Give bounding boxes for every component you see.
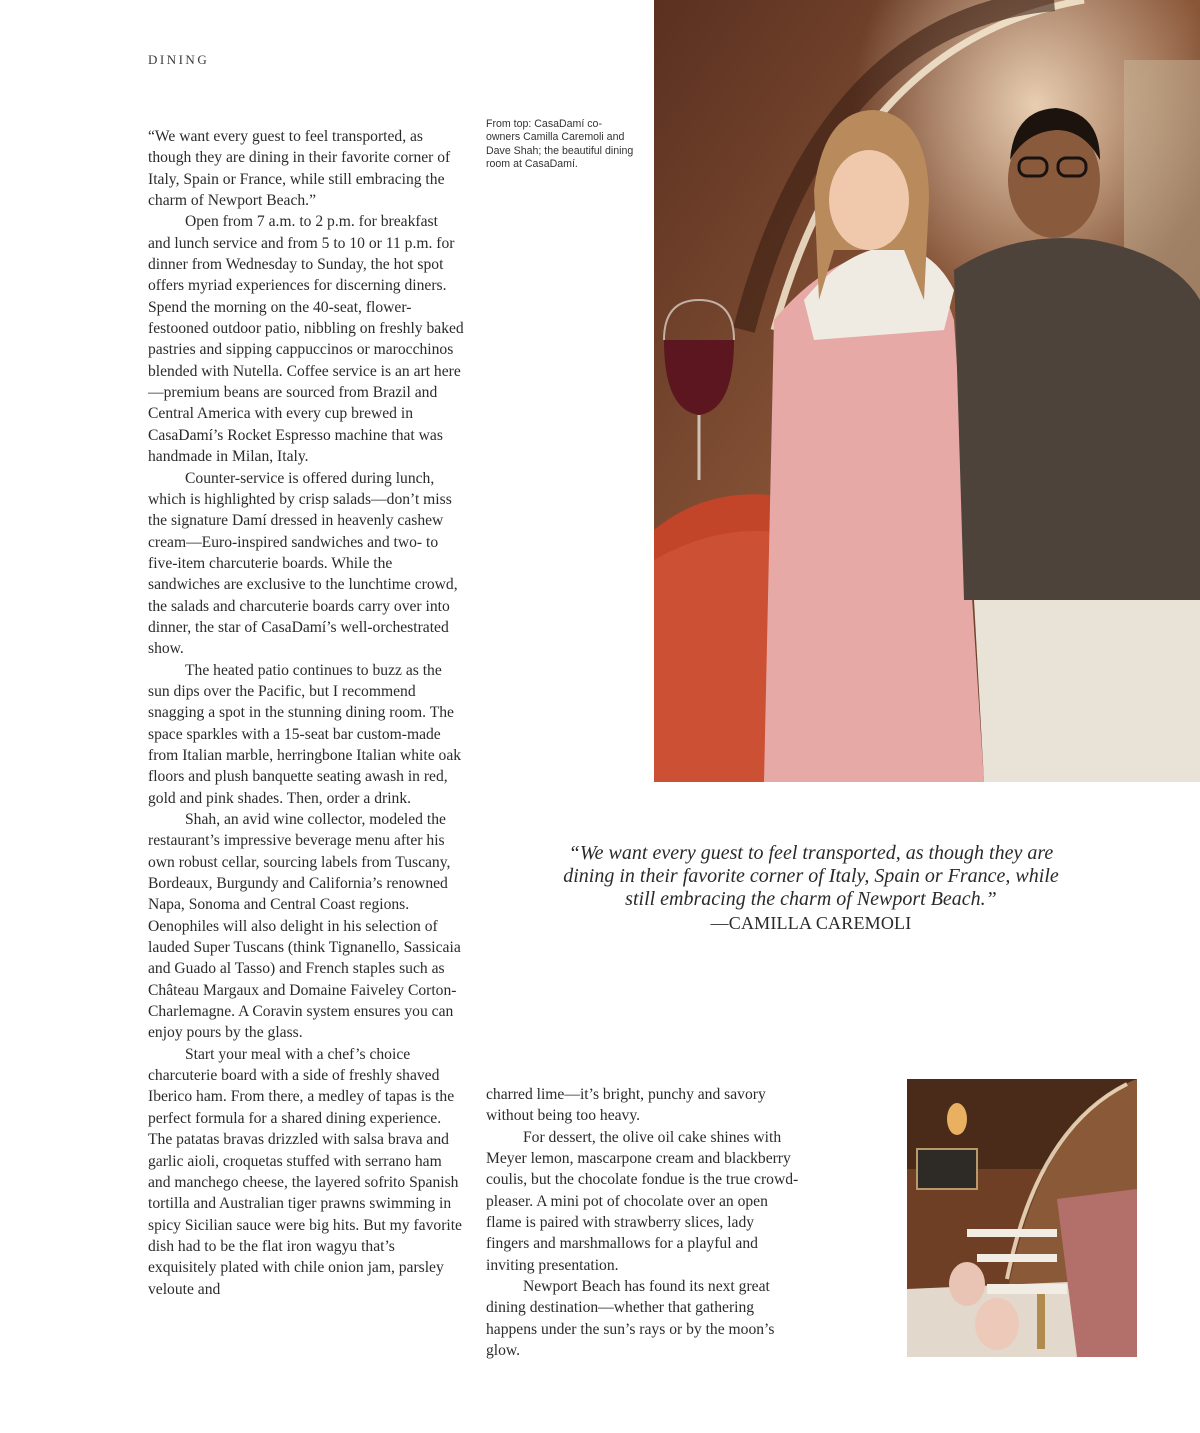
dining-room-photo <box>907 1079 1137 1357</box>
article-paragraph: Open from 7 a.m. to 2 p.m. for breakfast and lunch service and from 5 to 10 or 11 p.m. for dinner from Wednesday to Sunday, the hot spot offers myriad experiences for discerning diners. Spend the morning on the 40-seat, flower-festooned outdoor patio, nibbling on freshly baked pastries and sipping cappuccinos or marocchinos blended with Nutella. Coffee service is an art here—premium beans are sourced from Brazil and Central America with every cup brewed in CasaDamí’s Rocket Espresso machine that was handmade in Milan, Italy. <box>148 213 464 466</box>
owners-photo <box>654 0 1200 782</box>
article-paragraph: Shah, an avid wine collector, modeled the restaurant’s impressive beverage menu after his own robust cellar, sourcing labels from Tuscany, Bordeaux, Burgundy and California’s renowned Napa, Sonoma and Central Coast regions. Oenophiles will also delight in his selection of lauded Super Tuscans (think Tignanello, Sassicaia and Guado al Tasso) and French staples such as Château Margaux and Domaine Faiveley Corton-Charlemagne. A Coravin system ensures you can enjoy pours by the glass. <box>148 811 461 1042</box>
article-column-right <box>486 1084 801 1361</box>
article-paragraph: For dessert, the olive oil cake shines with Meyer lemon, mascarpone cream and blackberry coulis, but the chocolate fondue is the true crowd-pleaser. A mini pot of chocolate over an open flame is paired with strawberry slices, lady fingers and marshmallows for a playful and inviting presentation. <box>486 1128 799 1274</box>
article-paragraph: Newport Beach has found its next great dining destination—whether that gathering happens under the sun’s rays or by the moon’s glow. <box>486 1278 775 1360</box>
article-paragraph: charred lime—it’s bright, punchy and savory without being too heavy. <box>486 1086 766 1125</box>
pull-quote: “We want every guest to feel transported, as though they are dining in their favorite corner of Italy, Spain or France, while still embracing the charm of Newport Beach.” <box>563 842 1059 910</box>
pull-quote-attribution: —CAMILLA CAREMOLI <box>710 913 912 933</box>
article-paragraph: Counter-service is offered during lunch, which is highlighted by crisp salads—don’t miss the signature Damí dressed in heavenly cashew cream—Euro-inspired sandwiches and two- to five-item charcuterie boards. While the sandwiches are exclusive to the lunchtime crowd, the salads and charcuterie boards carry over into dinner, the star of CasaDamí’s well-orchestrated show. <box>148 469 458 658</box>
article-paragraph: “We want every guest to feel transported, as though they are dining in their favorite corner of Italy, Spain or France, while still embracing the charm of Newport Beach.” <box>148 128 451 210</box>
article-paragraph: The heated patio continues to buzz as the sun dips over the Pacific, but I recommend snagging a spot in the stunning dining room. The space sparkles with a 15-seat bar custom-made from Italian marble, herringbone Italian white oak floors and plush banquette seating awash in red, gold and pink shades. Then, order a drink. <box>148 661 462 807</box>
article-column-left <box>148 126 464 1300</box>
photo-caption: From top: CasaDamí co-owners Camilla Caremoli and Dave Shah; the beautiful dining room at CasaDamí. <box>486 118 634 171</box>
article-paragraph: Start your meal with a chef’s choice charcuterie board with a side of freshly shaved Iberico ham. From there, a medley of tapas is the perfect formula for a shared dining experience. The patatas bravas drizzled with salsa brava and garlic aioli, croquetas stuffed with serrano ham and manchego cheese, the layered sofrito Spanish tortilla and Australian tiger prawns swimming in spicy Sicilian sauce were big hits. But my favorite dish had to be the flat iron wagyu that’s exquisitely plated with chile onion jam, parsley veloute and <box>148 1045 462 1298</box>
section-label: DINING <box>148 52 210 67</box>
